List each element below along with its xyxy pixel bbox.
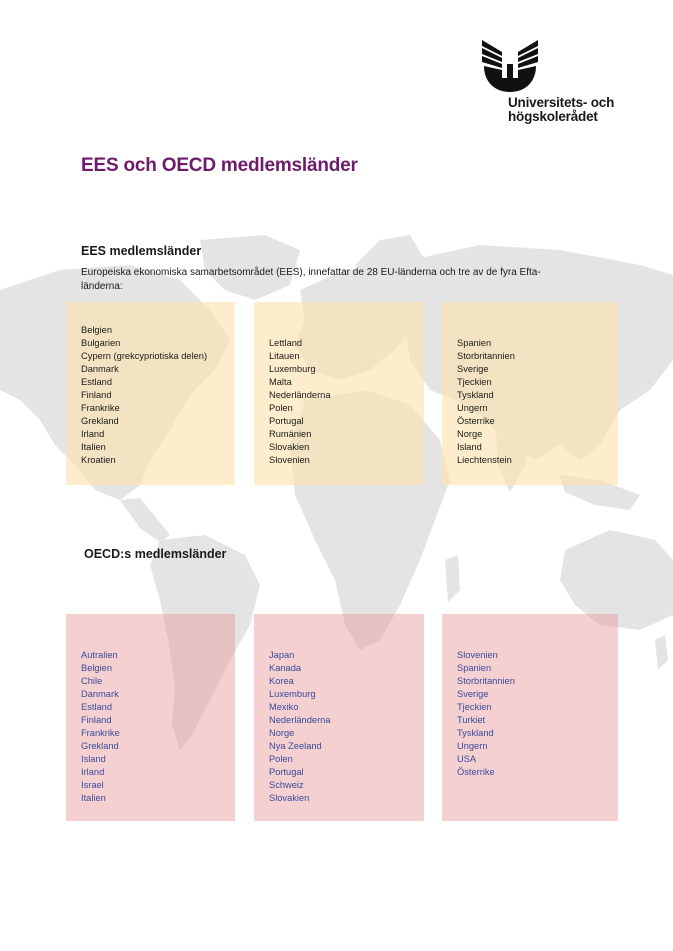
country-item: Nederländerna (269, 390, 331, 400)
oecd-box-1 (66, 614, 235, 821)
country-item: Polen (269, 403, 293, 413)
country-item: Chile (81, 676, 103, 686)
country-item: Italien (81, 442, 106, 452)
ees-heading: EES medlemsländer (81, 244, 202, 258)
country-item: Polen (269, 754, 293, 764)
country-item: Tyskland (457, 728, 494, 738)
ees-list-3 (457, 337, 515, 467)
country-item: Storbritannien (457, 351, 515, 361)
country-item: Danmark (81, 364, 119, 374)
country-item: Danmark (81, 689, 119, 699)
ees-box-1 (66, 302, 235, 485)
country-item: Island (457, 442, 482, 452)
country-item: Irland (81, 429, 105, 439)
uhr-logo-icon (480, 38, 540, 94)
country-item: Schweiz (269, 780, 304, 790)
country-item: Japan (269, 650, 295, 660)
country-item: Cypern (grekcypriotiska delen) (81, 351, 208, 361)
country-item: Frankrike (81, 403, 120, 413)
oecd-list-3 (457, 649, 515, 779)
country-item: Norge (457, 429, 483, 439)
oecd-heading: OECD:s medlemsländer (84, 547, 227, 561)
country-item: Spanien (457, 663, 492, 673)
ees-list-2 (269, 337, 331, 467)
country-item: Nederländerna (269, 715, 331, 725)
ees-intro: Europeiska ekonomiska samarbetsområdet (EES), innefattar de 28 EU-länderna och tre av de fyra Efta-länderna: (81, 267, 541, 292)
oecd-box-2 (254, 614, 424, 821)
country-item: Kanada (269, 663, 302, 673)
country-item: Estland (81, 377, 113, 387)
country-item: Tjeckien (457, 377, 492, 387)
country-item: Lettland (269, 338, 303, 348)
brand-name-line1: Universitets- och (508, 95, 615, 110)
country-item: Finland (81, 715, 112, 725)
country-item: Frankrike (81, 728, 120, 738)
country-item: Norge (269, 728, 295, 738)
country-item: Grekland (81, 416, 119, 426)
country-item: Storbritannien (457, 676, 515, 686)
country-item: Österrike (457, 416, 495, 426)
ees-box-3 (442, 302, 618, 485)
country-item: Korea (269, 676, 294, 686)
country-item: Malta (269, 377, 292, 387)
country-item: Slovenien (269, 455, 310, 465)
country-item: Belgien (81, 663, 113, 673)
page-title: EES och OECD medlemsländer (81, 155, 358, 176)
country-item: Luxemburg (269, 364, 316, 374)
oecd-list-1 (81, 649, 120, 805)
country-item: Turkiet (457, 715, 486, 725)
country-item: USA (457, 754, 477, 764)
country-item: Autralien (81, 650, 118, 660)
country-item: Kroatien (81, 455, 116, 465)
country-item: Litauen (269, 351, 300, 361)
country-item: Liechtenstein (457, 455, 512, 465)
country-item: Sverige (457, 689, 489, 699)
country-item: Slovakien (269, 442, 310, 452)
country-item: Luxemburg (269, 689, 316, 699)
country-item: Österrike (457, 767, 495, 777)
country-item: Island (81, 754, 106, 764)
brand-name (508, 96, 614, 124)
country-item: Tyskland (457, 390, 494, 400)
country-item: Spanien (457, 338, 492, 348)
country-item: Belgien (81, 325, 113, 335)
country-item: Finland (81, 390, 112, 400)
country-item: Portugal (269, 767, 304, 777)
country-item: Irland (81, 767, 105, 777)
country-item: Mexiko (269, 702, 299, 712)
country-item: Rumänien (269, 429, 312, 439)
country-item: Tjeckien (457, 702, 492, 712)
country-item: Ungern (457, 741, 488, 751)
country-item: Nya Zeeland (269, 741, 322, 751)
brand-name-line2: högskolerådet (508, 109, 598, 124)
country-item: Israel (81, 780, 104, 790)
oecd-list-2 (269, 649, 331, 805)
country-item: Ungern (457, 403, 488, 413)
ees-list-1 (81, 324, 207, 467)
country-item: Bulgarien (81, 338, 121, 348)
country-item: Italien (81, 793, 106, 803)
country-item: Sverige (457, 364, 489, 374)
country-item: Estland (81, 702, 113, 712)
ees-box-2 (254, 302, 424, 485)
country-item: Portugal (269, 416, 304, 426)
oecd-box-3 (442, 614, 618, 821)
country-item: Slovakien (269, 793, 310, 803)
country-item: Slovenien (457, 650, 498, 660)
country-item: Grekland (81, 741, 119, 751)
